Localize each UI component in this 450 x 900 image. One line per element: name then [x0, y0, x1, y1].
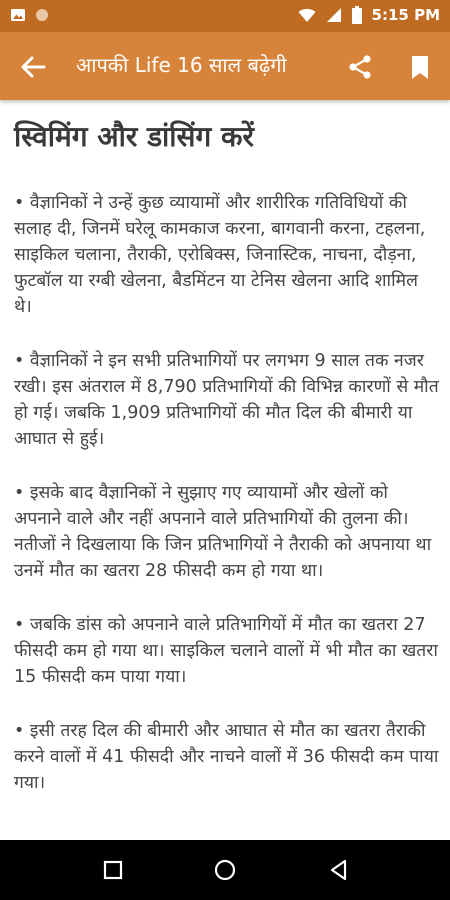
battery-icon — [352, 6, 362, 24]
app-bar-title: आपकी Life 16 साल बढ़ेगी — [76, 53, 287, 77]
app-bar — [0, 32, 450, 100]
article-paragraph: • वैज्ञानिकों ने उन्हें कुछ व्यायामों और शारीरिक गतिविधियों की सलाह दी, जिनमें घरेलू कामकाज करना, बागवानी करना, टहलना, साइकिल चलाना, तैराकी, एरोबिक्स, जिनास्टिक, नाचना, दौड़ना, फुटबॉल या रग्बी खेलना, बैडमिंटन या टेनिस खेलना आदि शामिल थे। — [14, 193, 426, 317]
back-triangle-icon[interactable] — [326, 857, 352, 883]
status-time: 5:15 PM — [371, 6, 440, 24]
signal-icon — [326, 7, 342, 23]
article-heading: स्विमिंग और डांसिंग करें — [14, 120, 254, 153]
circle-icon — [34, 7, 50, 23]
article-paragraph: • वैज्ञानिकों ने इन सभी प्रतिभागियों पर लगभग 9 साल तक नजर रखी। इस अंतराल में 8,790 प्रतिभागियों की विभिन्न कारणों से मौत हो गई। जबकि 1,909 प्रतिभागियों की मौत दिल की बीमारी या आघात से हुई। — [14, 351, 439, 449]
article-paragraph: • इसी तरह दिल की बीमारी और आघात से मौत का खतरा तैराकी करने वालों में 41 फीसदी और नाचने वालों में 36 फीसदी कम पाया गया। — [14, 721, 439, 793]
system-nav-bar — [0, 840, 450, 900]
article-content[interactable] — [0, 100, 450, 840]
wifi-icon — [298, 7, 316, 23]
back-arrow-icon[interactable] — [18, 52, 48, 82]
image-icon — [10, 7, 26, 23]
status-left-icons — [10, 7, 50, 23]
share-icon[interactable] — [346, 53, 374, 81]
article-paragraph: • इसके बाद वैज्ञानिकों ने सुझाए गए व्यायामों और खेलों को अपनाने वाले और नहीं अपनाने वाले प्रतिभागियों की तुलना की। नतीजों ने दिखलाया कि जिन प्रतिभागियों ने तैराकी को अपनाया था उनमें मौत का खतरा 28 फीसदी कम हो गया था। — [14, 483, 432, 581]
home-circle-icon[interactable] — [212, 857, 238, 883]
status-bar — [0, 0, 450, 32]
recents-square-icon[interactable] — [100, 857, 126, 883]
bookmark-icon[interactable] — [406, 53, 434, 81]
status-right-icons — [298, 6, 440, 24]
article-body — [14, 190, 440, 824]
article-paragraph: • जबकि डांस को अपनाने वाले प्रतिभागियों में मौत का खतरा 27 फीसदी कम हो गया था। साइकिल चलाने वालों में भी मौत का खतरा 15 फीसदी कम पाया गया। — [14, 615, 438, 687]
